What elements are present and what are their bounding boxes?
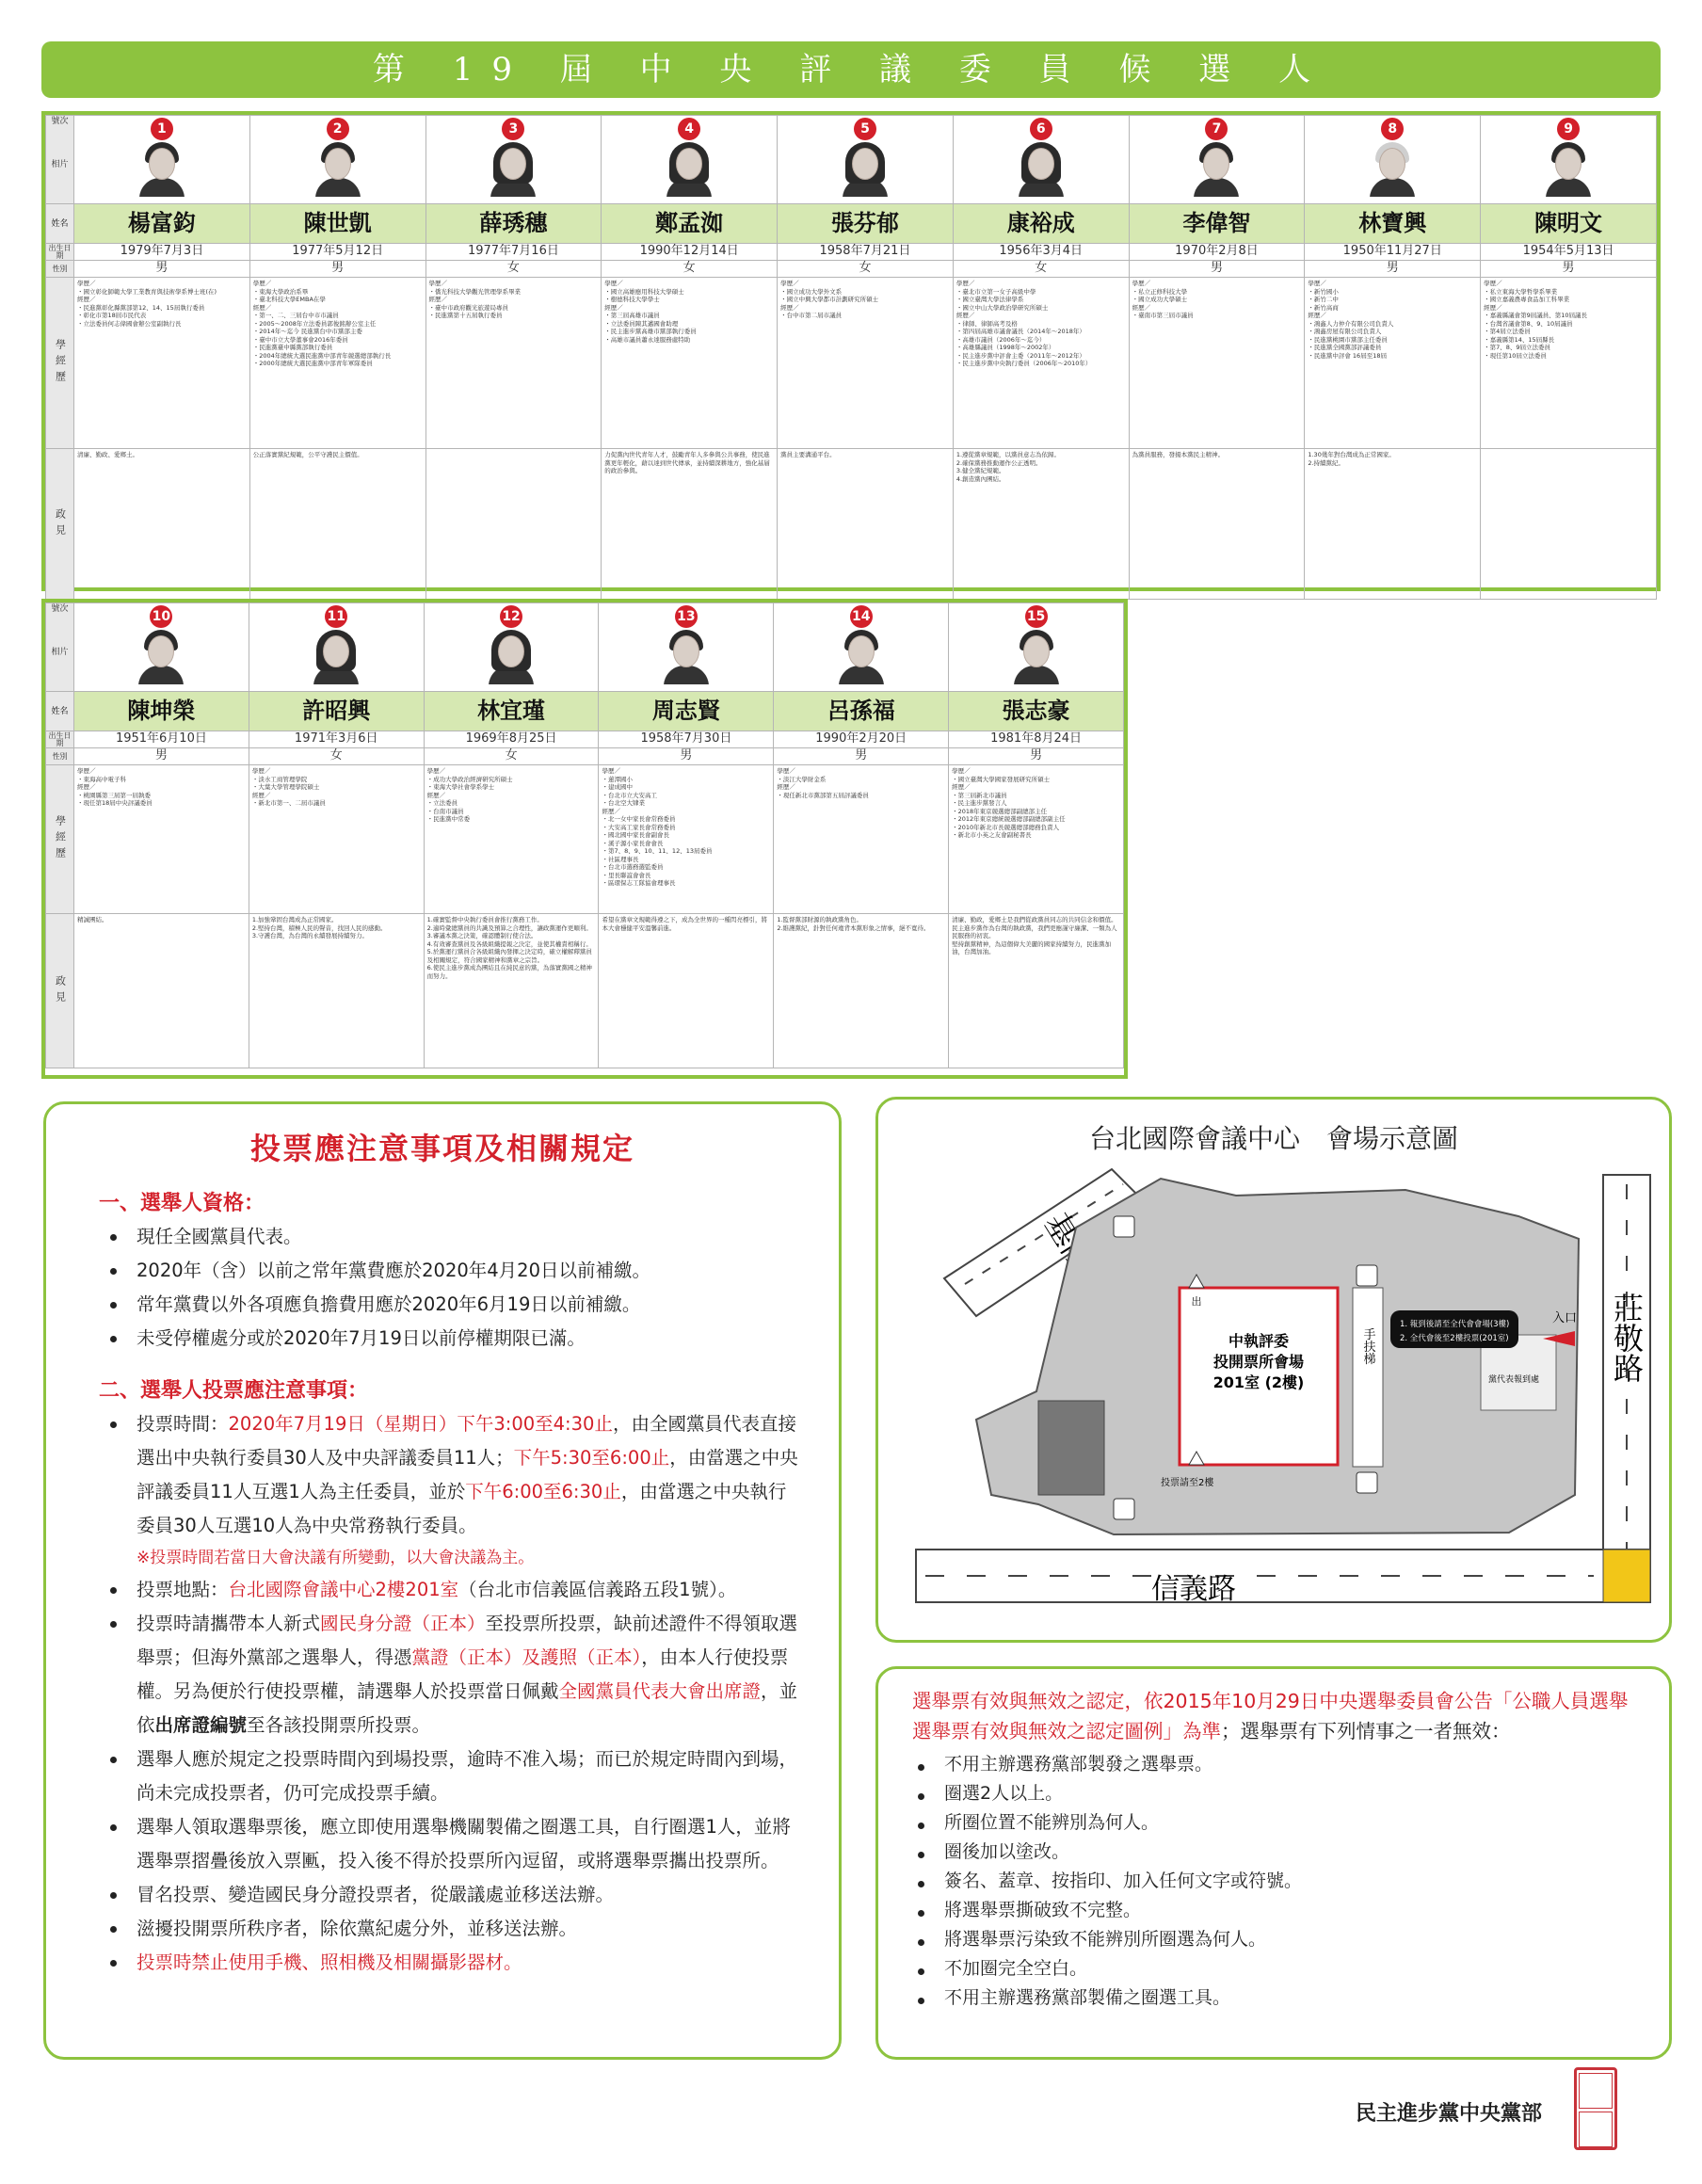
candidate-education: 學歷／ ・僑光科技大學觀光管理學系畢業 經歷／ ・臺中市政府觀光旅遊局專員 ・民進黨第十五屆執行委員 bbox=[426, 278, 602, 449]
road-label-zhuangjing: 莊敬路 bbox=[1609, 1293, 1645, 1383]
candidate-name: 陳坤榮 bbox=[74, 692, 249, 731]
candidate-number-badge: 13 bbox=[675, 605, 698, 628]
road-label-xinyi: 信義路 bbox=[1151, 1573, 1236, 1606]
candidate-photo bbox=[837, 630, 886, 684]
overseas-id: 黨證（正本）及護照（正本） bbox=[411, 1646, 642, 1668]
candidate-education: 學歷／ ・新竹國小 ・新竹二中 ・新竹高商 經歷／ ・鴻鑫人力仲介有限公司負責人 ・鴻鑫房屋有限公司負責人 ・民進黨桃園市黨部主任委員 ・民進黨全國黨部評議委員 ・民進黨中評會 16屆至18屆 bbox=[1305, 278, 1481, 449]
section-voter-qualification: 一、選舉人資格： bbox=[99, 1192, 265, 1215]
text-segment: ，由當選之中央評議委員11人互選1人為主任委員，並於 bbox=[136, 1447, 798, 1502]
list-item: 不用主辦選務黨部製備之圈選工具。 bbox=[944, 1983, 1631, 2013]
candidate-photo bbox=[662, 630, 711, 684]
candidate-number-badge: 6 bbox=[1030, 118, 1052, 140]
row-label-politics: 政見 bbox=[46, 914, 74, 1068]
venue-map-box bbox=[875, 1097, 1672, 1643]
list-item: 選舉人應於規定之投票時間內到場投票，逾時不准入場；而已於規定時間內到場，尚未完成投票者，仍可完成投票手續。 bbox=[136, 1742, 801, 1810]
room-label-1: 中執評委 bbox=[1228, 1332, 1290, 1350]
candidate-birth: 1954年5月13日 bbox=[1481, 244, 1657, 261]
candidate-education: 學歷／ ・臺北市立第一女子高級中學 ・國立臺灣大學法律學系 ・國立中山大學政治學研究所碩士 經歷／ ・律師、律師高考及格 ・第四屆高雄市議會議長（2014年～2018年） ・高雄市議員（2006年～迄今） ・高雄縣議員（1998年～2002年） ・民主進步黨中評會主委（2011年～2012年） ・民主進步黨中央執行委員（2006年～2010年） bbox=[953, 278, 1129, 449]
candidate-education: 學歷／ ・國立高雄應用科技大學碩士 ・樹德科技大學學士 經歷／ ・第三屆高雄市議員 ・立法委員陳其邁國會助理 ・民主進步黨高雄市黨部執行委員 ・高雄市議員蕭永達服務處特助 bbox=[602, 278, 778, 449]
candidate-photo bbox=[487, 630, 536, 684]
candidate-birth: 1969年8月25日 bbox=[424, 731, 599, 748]
required-id: 國民身分證（正本） bbox=[320, 1613, 486, 1634]
candidate-photo-cell bbox=[602, 116, 778, 204]
list-item bbox=[136, 1607, 801, 1742]
candidate-name: 李偉智 bbox=[1129, 204, 1305, 244]
candidate-birth: 1950年11月27日 bbox=[1305, 244, 1481, 261]
room-label-3: 201室 (2樓) bbox=[1212, 1373, 1305, 1391]
candidate-number-badge: 12 bbox=[500, 605, 522, 628]
list-item: 未受停權處分或於2020年7月19日以前停權期限已滿。 bbox=[136, 1322, 801, 1356]
candidate-gender: 男 bbox=[774, 748, 949, 765]
candidate-gender: 男 bbox=[599, 748, 774, 765]
candidate-name: 鄭孟洳 bbox=[602, 204, 778, 244]
candidate-politics: 清廉、勤政，愛鄉土是我們從政黨員同志的共同信念和價值。 民主進步黨作為台灣的執政黨，我們更應謹守廉潔、一類為人民服務的初衷。 堅持創黨精神，為這個偉大美麗的國家持續努力，民進黨加油，台灣加油。 bbox=[949, 914, 1124, 1068]
candidate-photo bbox=[489, 142, 538, 197]
voting-rules-box bbox=[43, 1101, 842, 2060]
candidate-birth: 1990年2月20日 bbox=[774, 731, 949, 748]
list-item: 簽名、蓋章、按指印、加入任何文字或符號。 bbox=[944, 1867, 1631, 1896]
candidate-gender: 男 bbox=[249, 261, 426, 278]
restroom-icon bbox=[1114, 1499, 1134, 1519]
row-label-politics: 政見 bbox=[46, 449, 74, 600]
candidate-photo bbox=[1012, 630, 1061, 684]
restroom-icon bbox=[1357, 1472, 1377, 1493]
candidate-gender: 女 bbox=[424, 748, 599, 765]
row-label-gender: 性別 bbox=[46, 748, 74, 765]
candidate-birth: 1970年2月8日 bbox=[1129, 244, 1305, 261]
checkin-label: 黨代表報到處 bbox=[1488, 1375, 1540, 1385]
voting-time: 2020年7月19日（星期日）下午3:00至4:30止 bbox=[228, 1413, 613, 1435]
candidate-birth: 1958年7月21日 bbox=[778, 244, 954, 261]
candidate-birth: 1981年8月24日 bbox=[949, 731, 1124, 748]
candidate-photo-cell bbox=[249, 603, 424, 692]
candidate-photo bbox=[1192, 142, 1241, 197]
row-label-gender: 性別 bbox=[46, 261, 74, 278]
candidate-education: 學歷／ ・成功大學政治經濟研究所碩士 ・東海大學社會學系學士 經歷／ ・立法委員 ・台南市議員 ・民進黨中常委 bbox=[424, 765, 599, 914]
list-item: 不用主辦選務黨部製發之選舉票。 bbox=[944, 1750, 1631, 1779]
candidate-photo-cell bbox=[774, 603, 949, 692]
candidate-birth: 1979年7月3日 bbox=[74, 244, 250, 261]
exit-label: 出 bbox=[1191, 1295, 1202, 1308]
candidate-politics: 為黨員服務，發揚本黨民主精神。 bbox=[1129, 449, 1305, 600]
candidate-photo-cell bbox=[599, 603, 774, 692]
candidate-photo bbox=[1544, 142, 1593, 197]
candidate-education: 學歷／ ・蓮潭國小 ・建成國中 ・台北市立大安高工 ・台北空大肄業 經歷／ ・北一女中家長會常務委員 ・大安高工家長會常務委員 ・國北國中家長會副會長 ・溪子源小家長會會長 ・第7、8、9、10、11、12、13屆委員 ・社區理事長 ・台北市選務選監委員 ・里長聯誼會會長 ・區環保志工隊協會理事長 bbox=[599, 765, 774, 914]
candidate-education: 學歷／ ・淡江大學財金系 經歷／ ・現任新北市黨部第五屆評議委員 bbox=[774, 765, 949, 914]
candidate-photo-cell bbox=[1129, 116, 1305, 204]
list-item bbox=[136, 1407, 801, 1573]
candidate-education: 學歷／ ・私立正修科技大學 ・國立成功大學碩士 經歷／ ・臺南市第三屆市議員 bbox=[1129, 278, 1305, 449]
candidate-photo bbox=[313, 142, 362, 197]
row-label-edu: 學經歷 bbox=[46, 278, 74, 449]
candidate-gender: 男 bbox=[74, 261, 250, 278]
candidate-number-badge: 9 bbox=[1557, 118, 1580, 140]
candidate-politics bbox=[1481, 449, 1657, 600]
candidate-birth: 1956年3月4日 bbox=[953, 244, 1129, 261]
row-label-photo-text: 相片 bbox=[51, 648, 69, 657]
candidate-number-badge: 10 bbox=[150, 605, 172, 628]
row-label-photo bbox=[46, 603, 74, 692]
candidate-number-badge: 7 bbox=[1205, 118, 1228, 140]
candidate-photo bbox=[665, 142, 714, 197]
candidate-politics: 黨員主要溝通平台。 bbox=[778, 449, 954, 600]
candidate-table-2 bbox=[41, 599, 1128, 1079]
list-item: 不加圈完全空白。 bbox=[944, 1954, 1631, 1983]
candidate-politics: 1.監督黨部財源的執政黨角色。 2.維護黨紀，針對任何違背本黨形象之情事，絕不寬待。 bbox=[774, 914, 949, 1068]
rule-reference: 選舉票有效與無效之認定，依2015年10月29日中央選舉委員會公告「公職人員選舉選舉票有效與無效之認定圖例」為準 bbox=[912, 1690, 1629, 1742]
attendance-pass: 全國黨員代表大會出席證 bbox=[558, 1680, 762, 1702]
candidate-number-badge: 1 bbox=[151, 118, 173, 140]
candidate-photo-cell bbox=[424, 603, 599, 692]
candidate-politics bbox=[426, 449, 602, 600]
qualification-list bbox=[46, 1220, 839, 1356]
standing-vote-time: 下午6:00至6:30止 bbox=[465, 1481, 621, 1502]
candidate-name: 張志豪 bbox=[949, 692, 1124, 731]
candidate-education: 學歷／ ・私立東海大學哲學系畢業 ・國立嘉義農專食品加工科畢業 經歷／ ・嘉義縣議會第9屆議員、第10屆議長 ・台灣省議會第8、9、10屆議員 ・第4屆立法委員 ・嘉義縣第14、15屆縣長 ・第7、8、9屆立法委員 ・現任第10屆立法委員 bbox=[1481, 278, 1657, 449]
candidate-gender: 女 bbox=[249, 748, 424, 765]
text-segment: 至各該投開票所投票。 bbox=[247, 1714, 431, 1736]
candidate-politics: 1.確實監督中央執行委員會推行黨務工作。 2.適時彙總黨員的共識及預算之合理性，讓政黨運作更順利。 3.審議本黨之決策，確認體制行使合法。 4.有效審查黨員及各級組織提報之決定，並使其權責相稱行。 5.於黨運行黨員合各級組織內發揮之決定時，確立權解釋黨員及相關規定，符合國家精神和黨章之宗旨。 6.使民主進步黨成為團結且在純民意的黨，為落實黨國之精神而努力。 bbox=[424, 914, 599, 1068]
candidate-politics: 力促黨內世代青年人才，鼓勵青年人多參與公共事務，使民進黨更年輕化，藉以達到世代傳承，並持續深耕地方，強化基層的政治參與。 bbox=[602, 449, 778, 600]
candidate-education: 學歷／ ・國立成功大學外文系 ・國立中興大學都市計劃研究所碩士 經歷／ ・台中市第二屆市議員 bbox=[778, 278, 954, 449]
candidate-photo bbox=[312, 630, 361, 684]
venue-map bbox=[878, 1100, 1675, 1646]
issuer-name: 民主進步黨中央黨部 bbox=[1356, 2102, 1543, 2126]
candidate-number-badge: 3 bbox=[502, 118, 524, 140]
candidate-name: 呂孫福 bbox=[774, 692, 949, 731]
list-item: 選舉人領取選舉票後，應立即使用選舉機關製備之圈選工具，自行圈選1人，並將選舉票摺疊後放入票匭，投入後不得於投票所內逗留，或將選舉票攜出投票所。 bbox=[136, 1810, 801, 1878]
text-segment: （台北市信義區信義路五段1號）。 bbox=[458, 1579, 737, 1600]
candidate-name: 許昭興 bbox=[249, 692, 424, 731]
candidate-photo bbox=[1017, 142, 1066, 197]
escalator-label: 手扶梯 bbox=[1360, 1327, 1375, 1365]
list-item: 將選舉票污染致不能辨別所圈選為何人。 bbox=[944, 1925, 1631, 1954]
candidate-photo-cell bbox=[249, 116, 426, 204]
text-segment: 投票時間： bbox=[136, 1413, 229, 1435]
candidate-photo-cell bbox=[1481, 116, 1657, 204]
candidate-photo-cell bbox=[778, 116, 954, 204]
candidate-birth: 1977年5月12日 bbox=[249, 244, 426, 261]
candidate-gender: 女 bbox=[953, 261, 1129, 278]
list-item: 常年黨費以外各項應負擔費用應於2020年6月19日以前補繳。 bbox=[136, 1288, 801, 1322]
candidate-politics: 清廉、勤政、愛鄉土。 bbox=[74, 449, 250, 600]
candidate-politics: 1.30幾年對台灣成為正常國家。 2.持續黨紀。 bbox=[1305, 449, 1481, 600]
row-label-edu: 學經歷 bbox=[46, 765, 74, 914]
candidate-gender: 男 bbox=[74, 748, 249, 765]
candidate-politics: 1.加強鞏固台灣成為正常國家。 2.堅持台灣，積極人民的聲音，找回人民的感動。 3.守護台灣，為台灣的永續發展持續努力。 bbox=[249, 914, 424, 1068]
candidate-name: 張芬郁 bbox=[778, 204, 954, 244]
voting-notes-list bbox=[46, 1407, 839, 1980]
candidate-gender: 女 bbox=[778, 261, 954, 278]
vote-2f-label: 投票請至2樓 bbox=[1161, 1478, 1214, 1488]
candidate-photo-cell bbox=[1305, 116, 1481, 204]
party-seal-icon bbox=[1574, 2067, 1617, 2150]
candidate-education: 學歷／ ・淡水工商管理學院 ・大葉大學管理學院碩士 經歷／ ・新北市第一、二屆市議員 bbox=[249, 765, 424, 914]
candidate-photo-cell bbox=[74, 603, 249, 692]
annex-block bbox=[1038, 1401, 1104, 1495]
text-segment: ，由本人行使投票權。另為便於行使投票權，請選舉人於投票當日佩戴 bbox=[136, 1646, 789, 1702]
row-label-photo bbox=[46, 116, 74, 204]
escalator bbox=[1353, 1288, 1383, 1467]
candidate-table-1 bbox=[41, 111, 1661, 591]
map-title: 台北國際會議中心 會場示意圖 bbox=[1088, 1123, 1458, 1154]
candidate-politics: 精誠團結。 bbox=[74, 914, 249, 1068]
route-note-1: 1. 報到後請至全代會會場(3樓) bbox=[1400, 1320, 1510, 1329]
list-item-device-ban: 投票時禁止使用手機、照相機及相關攝影器材。 bbox=[136, 1946, 801, 1980]
text-segment: 投票地點： bbox=[136, 1579, 229, 1600]
route-note-2: 2. 全代會後至2樓投票(201室) bbox=[1400, 1334, 1509, 1343]
candidate-number-badge: 14 bbox=[850, 605, 873, 628]
candidate-gender: 男 bbox=[1129, 261, 1305, 278]
candidate-education: 學歷／ ・東海高中電子科 經歷／ ・桃園縣第三屆第一屆執委 ・現任第18屆中央評議委員 bbox=[74, 765, 249, 914]
candidate-education: 學歷／ ・東海大學政治系畢 ・臺北科技大學EMBA在學 經歷／ ・第一、二、三屆台中市市議員 ・2005～2008年立法委員郭俊銘辦公室主任 ・2014年～迄今 民進黨台中市黨部主委 ・臺中市立大學董事會2016年委員 ・民進黨臺中縣黨部執行委員 ・2004年總統大選民進黨中部青年競選總部執行長 ・2000年總統大選民進黨中部青年軍隊委員 bbox=[249, 278, 426, 449]
text-segment: 投票時請攜帶本人新式 bbox=[136, 1613, 321, 1634]
candidate-gender: 男 bbox=[1305, 261, 1481, 278]
invalid-intro bbox=[912, 1686, 1635, 1746]
candidate-gender: 男 bbox=[949, 748, 1124, 765]
candidate-name: 薛琇穗 bbox=[426, 204, 602, 244]
candidate-politics: 1.遵從黨章規範，以黨員意志為依歸。 2.確保黨務推動運作公正透明。 3.健全黨紀規範。 4.創造黨內團結。 bbox=[953, 449, 1129, 600]
restroom-icon bbox=[1357, 1265, 1377, 1286]
candidate-name: 陳明文 bbox=[1481, 204, 1657, 244]
list-item: 所圈位置不能辨別為何人。 bbox=[944, 1808, 1631, 1838]
list-item: 冒名投票、變造國民身分證投票者，從嚴議處並移送法辦。 bbox=[136, 1878, 801, 1912]
row-label-photo-text: 相片 bbox=[51, 160, 69, 169]
crosswalk bbox=[1603, 1550, 1650, 1602]
candidate-number-badge: 15 bbox=[1025, 605, 1048, 628]
row-label-number: 號次 bbox=[51, 117, 69, 126]
candidate-photo-cell bbox=[949, 603, 1124, 692]
pass-number: 出席證編號 bbox=[154, 1714, 248, 1736]
candidate-gender: 女 bbox=[602, 261, 778, 278]
candidate-name: 周志賢 bbox=[599, 692, 774, 731]
candidate-education: 學歷／ ・國立臺灣大學國家發展研究所碩士 經歷／ ・第三屆新北市議員 ・民主進步黨發言人 ・2018年東京競選總部副總部主任 ・2012年東京總統競選總部副總部副主任 ・2010年新北市長競選總部總務負責人 ・新北市小英之友會副秘書長 bbox=[949, 765, 1124, 914]
candidate-photo bbox=[841, 142, 890, 197]
candidate-number-badge: 11 bbox=[325, 605, 347, 628]
candidate-birth: 1951年6月10日 bbox=[74, 731, 249, 748]
room-label-2: 投開票所會場 bbox=[1212, 1353, 1305, 1371]
candidate-name: 康裕成 bbox=[953, 204, 1129, 244]
candidate-birth: 1958年7月30日 bbox=[599, 731, 774, 748]
text-segment: ；選舉票有下列情事之一者無效： bbox=[1221, 1720, 1511, 1742]
list-item: 將選舉票撕破致不完整。 bbox=[944, 1896, 1631, 1925]
candidate-gender: 女 bbox=[426, 261, 602, 278]
candidate-photo-cell bbox=[953, 116, 1129, 204]
voting-place: 台北國際會議中心2樓201室 bbox=[228, 1579, 459, 1600]
invalid-list bbox=[878, 1750, 1669, 2013]
candidate-photo bbox=[1368, 142, 1417, 197]
candidate-number-badge: 2 bbox=[327, 118, 349, 140]
candidate-number-badge: 5 bbox=[854, 118, 876, 140]
candidate-birth: 1990年12月14日 bbox=[602, 244, 778, 261]
rules-title: 投票應注意事項及相關規定 bbox=[249, 1131, 634, 1166]
candidate-politics: 公正落實黨紀規範，公平守護民主價值。 bbox=[249, 449, 426, 600]
row-label-number: 號次 bbox=[51, 604, 69, 614]
table2-grid bbox=[45, 602, 1124, 1068]
row-label-name: 姓名 bbox=[46, 204, 74, 244]
list-item: 滋擾投開票所秩序者，除依黨紀處分外，並移送法辦。 bbox=[136, 1912, 801, 1946]
list-item bbox=[136, 1573, 801, 1607]
row-label-name: 姓名 bbox=[46, 692, 74, 731]
candidate-number-badge: 8 bbox=[1381, 118, 1404, 140]
candidate-birth: 1977年7月16日 bbox=[426, 244, 602, 261]
page-banner: 第 19 屆 中 央 評 議 委 員 候 選 人 bbox=[41, 41, 1661, 98]
candidate-gender: 男 bbox=[1481, 261, 1657, 278]
list-item: 圈後加以塗改。 bbox=[944, 1838, 1631, 1867]
restroom-icon bbox=[1114, 1216, 1134, 1237]
candidate-name: 林宜瑾 bbox=[424, 692, 599, 731]
list-item: 圈選2人以上。 bbox=[944, 1779, 1631, 1808]
candidate-name: 林寶興 bbox=[1305, 204, 1481, 244]
chair-vote-time: 下午5:30至6:00止 bbox=[513, 1447, 670, 1469]
candidate-photo-cell bbox=[426, 116, 602, 204]
candidate-number-badge: 4 bbox=[678, 118, 700, 140]
list-item: 現任全國黨員代表。 bbox=[136, 1220, 801, 1254]
time-change-note: ※投票時間若當日大會決議有所變動，以大會決議為主。 bbox=[136, 1549, 535, 1567]
row-label-birth: 出生日期 bbox=[46, 731, 74, 748]
candidate-photo bbox=[136, 630, 185, 684]
candidate-name: 楊富鈞 bbox=[74, 204, 250, 244]
candidate-photo-cell bbox=[74, 116, 250, 204]
candidate-education: 學歷／ ・國立彰化師範大學工業教育與技術學系博士班(在) 經歷／ ・民進黨彰化縣黨部第12、14、15屆執行委員 ・彰化市第18屆市民代表 ・立法委員何志偉國會辦公室副執行長 bbox=[74, 278, 250, 449]
text-segment: ，由當選之中央執行委員30人互選10人為中央常務執行委員。 bbox=[136, 1481, 787, 1536]
table1-grid bbox=[45, 115, 1657, 600]
list-item: 2020年（含）以前之常年黨費應於2020年4月20日以前補繳。 bbox=[136, 1254, 801, 1288]
candidate-name: 陳世凱 bbox=[249, 204, 426, 244]
row-label-birth: 出生日期 bbox=[46, 244, 74, 261]
candidate-birth: 1971年3月6日 bbox=[249, 731, 424, 748]
candidate-photo bbox=[137, 142, 186, 197]
invalid-ballot-box bbox=[875, 1666, 1672, 2060]
entrance-label: 入口 bbox=[1552, 1311, 1578, 1325]
text-segment: 至投票所投票，缺前述證件不得領取選舉票；但海外黨部之選舉人，得憑 bbox=[136, 1613, 798, 1668]
section-voting-notes: 二、選舉人投票應注意事項： bbox=[99, 1379, 369, 1403]
text-segment: ，由全國黨員代表直接選出中央執行委員30人及中央評議委員11人； bbox=[136, 1413, 796, 1469]
candidate-politics: 希望在黨章文規範得遵之下，成為全世界的一種閃亮標引，將本大會穩健平安溫馨前進。 bbox=[599, 914, 774, 1068]
text-segment: ，並依 bbox=[136, 1680, 798, 1736]
